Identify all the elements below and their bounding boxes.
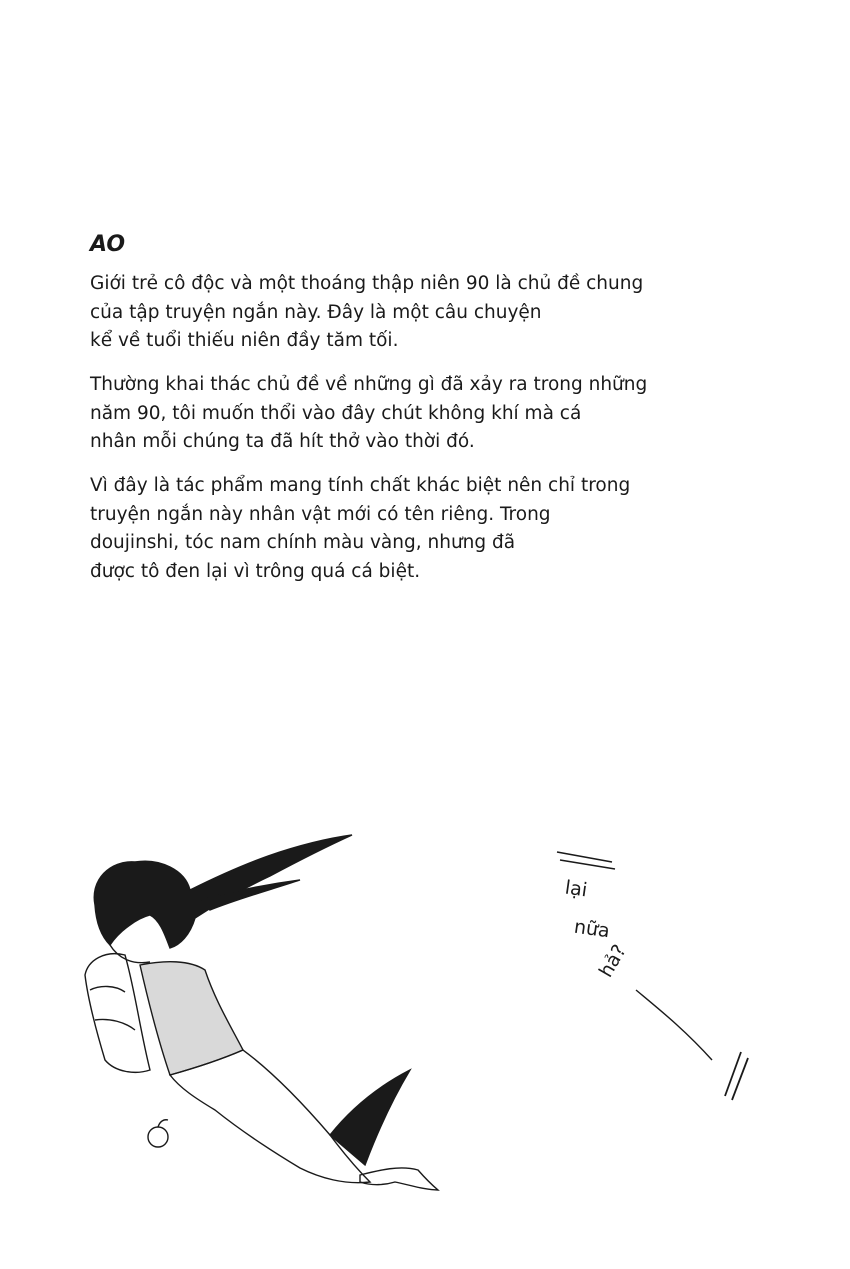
girl-figure [85, 835, 438, 1190]
speech-word: lại [563, 876, 589, 902]
paragraph-2 [90, 371, 650, 457]
text-line: truyện ngắn này nhân vật mới có tên riêng. Trong [90, 503, 551, 525]
text-line: Vì đây là tác phẩm mang tính chất khác biệt nên chỉ trong [90, 475, 631, 496]
text-line: nhân mỗi chúng ta đã hít thở vào thời đó. [90, 431, 475, 452]
text-line: của tập truyện ngắn này. Đây là một câu chuyện [90, 301, 542, 323]
paragraph-3 [90, 472, 650, 586]
bundle [85, 954, 150, 1073]
text-line: doujinshi, tóc nam chính màu vàng, nhưng đã [90, 532, 516, 553]
speech-word: hả? [594, 940, 631, 982]
skirt [170, 1050, 370, 1183]
camisole [140, 962, 243, 1075]
speech-lines-bottom [725, 1052, 748, 1100]
paragraph-1 [90, 270, 650, 356]
speech-trail-line [636, 990, 712, 1060]
speech-lines-top [557, 852, 615, 869]
text-line: được tô đen lại vì trông quá cá biệt. [90, 560, 421, 582]
text-line: kể về tuổi thiếu niên đầy tăm tối. [90, 330, 399, 351]
apple [148, 1127, 168, 1147]
leg [360, 1168, 438, 1190]
text-line: Giới trẻ cô độc và một thoáng thập niên 90 là chủ đề chung [90, 273, 644, 294]
note-title: AO [90, 232, 126, 257]
text-line: Thường khai thác chủ đề về những gì đã xảy ra trong những [90, 374, 648, 395]
text-line: năm 90, tôi muốn thổi vào đây chút không khí mà cá [90, 402, 582, 424]
hair [94, 835, 352, 948]
speech-word: nữa [572, 915, 612, 943]
